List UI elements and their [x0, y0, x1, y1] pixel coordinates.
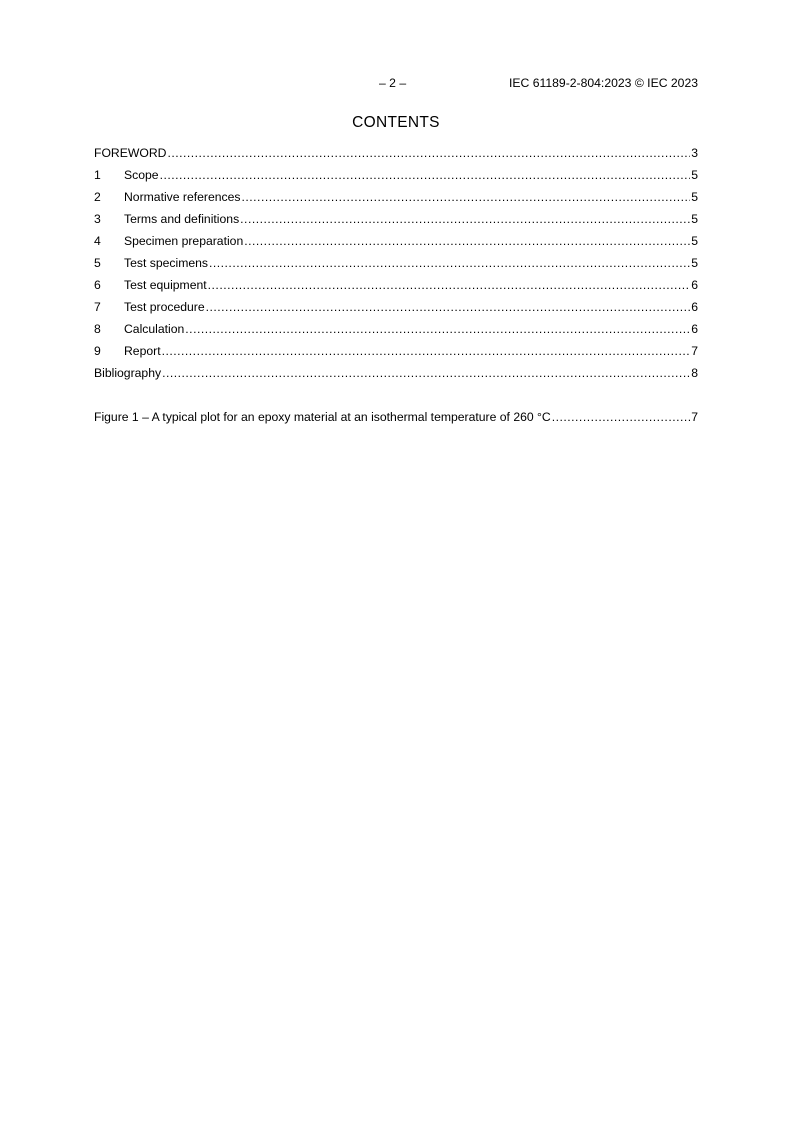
toc-entry-title: FOREWORD — [94, 146, 167, 160]
toc-entry-number: 6 — [94, 278, 101, 292]
toc-entry-terms-and-definitions[interactable] — [94, 210, 698, 232]
toc-entry-number: 7 — [94, 300, 101, 314]
toc-entry-page: 3 — [691, 146, 698, 160]
table-of-contents — [94, 144, 698, 386]
toc-dot-leader — [160, 166, 691, 184]
toc-entry-title: Terms and definitions — [124, 212, 240, 226]
toc-dot-leader — [167, 144, 690, 162]
toc-entry-title: Normative references — [124, 190, 241, 204]
toc-entry-page: 6 — [691, 322, 698, 336]
toc-entry-page: 6 — [691, 278, 698, 292]
toc-dot-leader — [244, 232, 690, 250]
toc-entry-title: Calculation — [124, 322, 185, 336]
toc-entry-number: 3 — [94, 212, 101, 226]
toc-dot-leader — [208, 276, 691, 294]
toc-dot-leader — [162, 364, 690, 382]
toc-dot-leader — [242, 188, 691, 206]
toc-entry-page: 5 — [691, 190, 698, 204]
toc-entry-title: Test procedure — [124, 300, 205, 314]
toc-entry-page: 6 — [691, 300, 698, 314]
contents-heading: CONTENTS — [352, 114, 440, 131]
figure-entry-1[interactable] — [94, 408, 698, 430]
figure-entry-title: Figure 1 – A typical plot for an epoxy material at an isothermal temperature of 260 °C — [94, 410, 551, 424]
toc-entry-page: 8 — [691, 366, 698, 380]
toc-entry-page: 5 — [691, 256, 698, 270]
figure-entry-page: 7 — [691, 410, 698, 424]
toc-entry-page: 5 — [691, 168, 698, 182]
toc-entry-title: Test equipment — [124, 278, 207, 292]
toc-dot-leader — [162, 342, 691, 360]
toc-dot-leader — [206, 298, 691, 316]
toc-entry-title: Test specimens — [124, 256, 208, 270]
list-of-figures — [94, 408, 698, 430]
toc-entry-number: 5 — [94, 256, 101, 270]
toc-dot-leader — [185, 320, 690, 338]
toc-entry-number: 4 — [94, 234, 101, 248]
toc-entry-report[interactable] — [94, 342, 698, 364]
toc-entry-specimen-preparation[interactable] — [94, 232, 698, 254]
toc-dot-leader — [209, 254, 690, 272]
document-identifier: IEC 61189-2-804:2023 © IEC 2023 — [509, 76, 698, 90]
toc-entry-number: 1 — [94, 168, 101, 182]
toc-entry-number: 2 — [94, 190, 101, 204]
toc-entry-test-procedure[interactable] — [94, 298, 698, 320]
toc-entry-title: Bibliography — [94, 366, 162, 380]
page-number: – 2 – — [379, 76, 407, 90]
toc-entry-test-specimens[interactable] — [94, 254, 698, 276]
toc-entry-page: 7 — [691, 344, 698, 358]
toc-entry-number: 8 — [94, 322, 101, 336]
toc-dot-leader — [240, 210, 690, 228]
toc-entry-page: 5 — [691, 212, 698, 226]
toc-entry-test-equipment[interactable] — [94, 276, 698, 298]
toc-entry-title: Specimen preparation — [124, 234, 244, 248]
page-header — [94, 76, 698, 92]
toc-entry-number: 9 — [94, 344, 101, 358]
toc-entry-foreword[interactable] — [94, 144, 698, 166]
toc-entry-bibliography[interactable] — [94, 364, 698, 386]
toc-entry-scope[interactable] — [94, 166, 698, 188]
toc-entry-title: Report — [124, 344, 161, 358]
toc-dot-leader — [552, 408, 690, 426]
toc-entry-normative-references[interactable] — [94, 188, 698, 210]
toc-entry-page: 5 — [691, 234, 698, 248]
toc-entry-title: Scope — [124, 168, 159, 182]
toc-entry-calculation[interactable] — [94, 320, 698, 342]
